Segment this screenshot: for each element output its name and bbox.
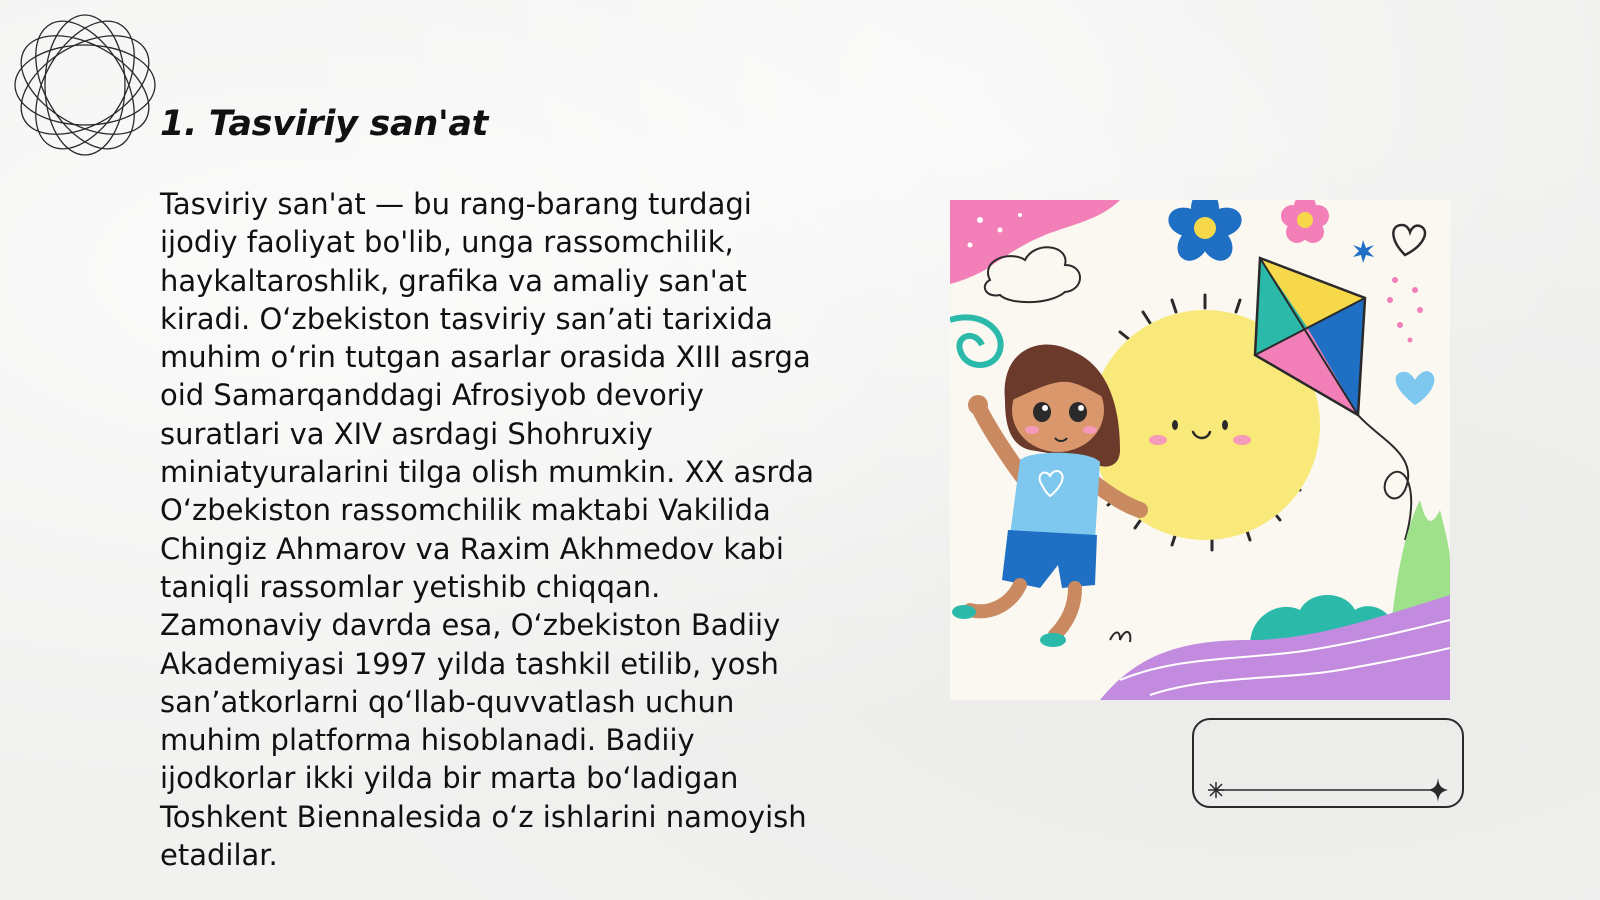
girl-sun-kite-illustration bbox=[950, 200, 1450, 700]
decorative-line-box bbox=[1192, 718, 1464, 808]
sparkle-icon bbox=[1428, 778, 1448, 802]
starburst-icon bbox=[1208, 782, 1224, 798]
slide-title: 1. Tasviriy san'at bbox=[160, 104, 489, 144]
orbit-rings-icon bbox=[10, 10, 160, 160]
body-paragraph: Tasviriy san'at — bu rang-barang turdagi ijodiy faoliyat bo'lib, unga rassomchilik, haykaltaroshlik, grafika va amaliy san'at kiradi. O‘zbekiston tasviriy san’ati tarixida muhim o‘rin tutgan asarlar orasida XIII asrga oid Samarqanddagi Afrosiyob devoriy suratlari va XIV asrdagi Shohruxiy miniatyuralarini tilga olish mumkin. XX asrda O‘zbekiston rassomchilik maktabi Vakilida Chingiz Ahmarov va Raxim Akhmedov kabi taniqli rassomlar yetishib chiqqan. Zamonaviy davrda esa, O‘zbekiston Badiiy Akademiyasi 1997 yilda tashkil etilib, yosh san’atkorlarni qo‘llab-quvvatlash uchun muhim platforma hisoblanadi. Badiiy ijodkorlar ikki yilda bir marta bo‘ladigan Toshkent Biennalesida o‘z ishlarini namoyish etadilar. bbox=[160, 187, 815, 873]
